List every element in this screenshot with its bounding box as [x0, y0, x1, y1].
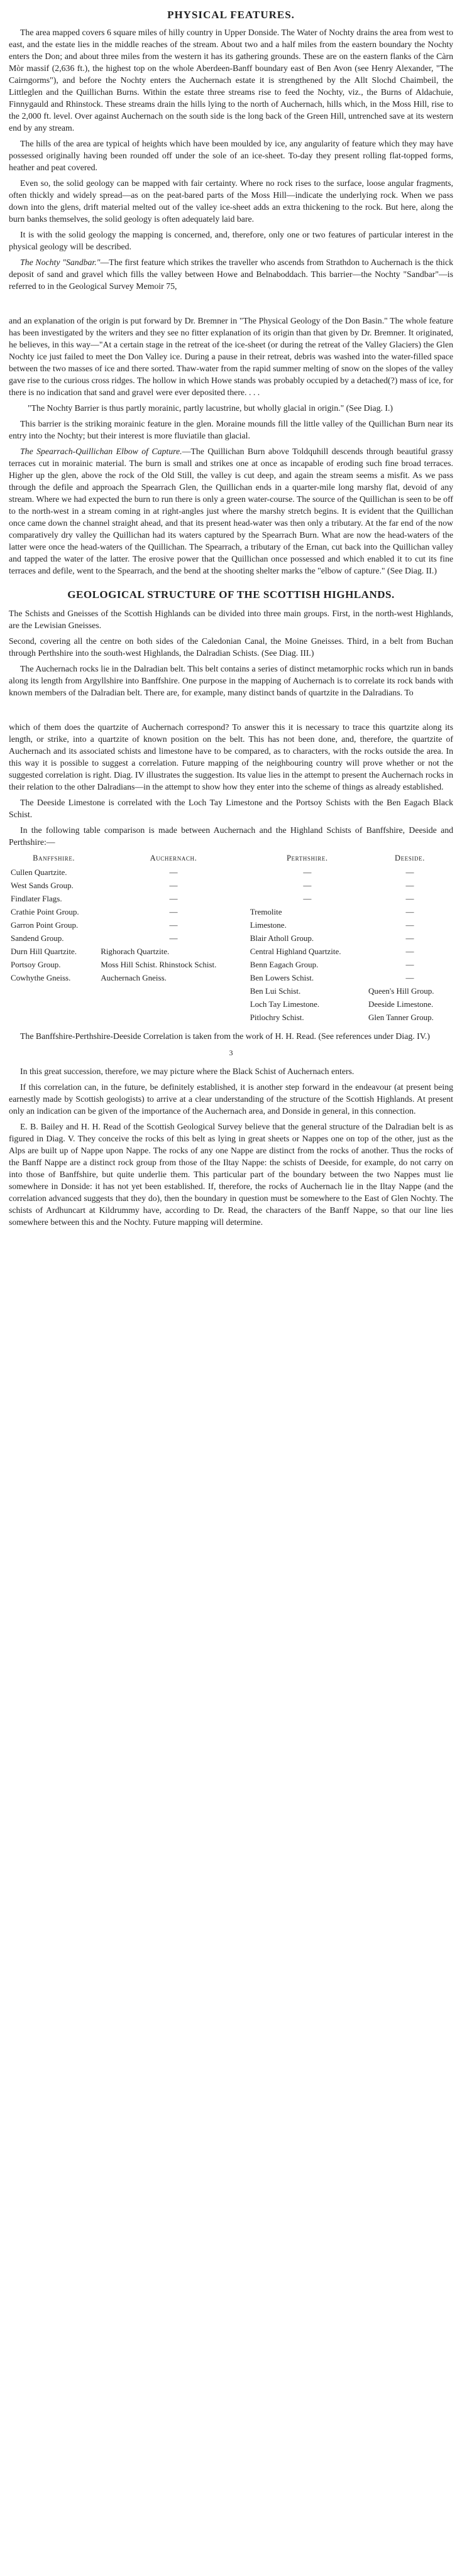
table-cell: — — [405, 933, 414, 943]
table-cell: West Sands Group. — [11, 881, 74, 890]
paragraph: The Deeside Limestone is correlated with the Loch Tay Limestone and the Portsoy Schists with the Ben Eagach Black Schist. — [9, 798, 453, 819]
paragraph: Second, covering all the centre on both sides of the Caledonian Canal, the Moine Gneisses. Third, in a belt from Buchan through Perthshire into the south-west Highlands, the Dalradian Schists. (See Diag. III.) — [9, 636, 453, 658]
table-cell — [9, 1012, 99, 1025]
table-cell: — — [169, 933, 178, 943]
table-row — [9, 946, 453, 959]
geological-structure-section — [9, 607, 453, 698]
table-row — [9, 933, 453, 946]
table-row — [9, 920, 453, 933]
correlation-table — [9, 852, 453, 1025]
paragraph: The Schists and Gneisses of the Scottish Highlands can be divided into three main groups. First, in the north-west Highlands, are the Lewisian Gneisses. — [9, 609, 453, 630]
table-cell: Pitlochry Schist. — [250, 1013, 304, 1022]
table-cell: Ben Lowers Schist. — [250, 973, 314, 982]
table-cell: — — [405, 894, 414, 903]
table-row — [9, 972, 453, 986]
paragraph: In the following table comparison is made between Auchernach and the Highland Schists of Banffshire, Deeside and Perthshire:— — [9, 825, 453, 847]
column-header: Perthshire. — [287, 854, 328, 862]
spearrach-text: —The Quillichan Burn above Toldquhill descends through beautiful grassy terraces cut in morainic material. The burn is small and strikes one at once as incapable of eroding such fine broad terraces. Higher up the glen, above the rock of the Old Still, the valley is cut deep, and again the stream seems a misfit. As we pass through the defile and approach the Spearrach Glen, the Quillichan ends in a quarter-mile long marshy flat, devoid of any stream. Where we had expected the burn to run there is only a green water-course. The source of the Quillichan is seen to be off to the north-west in a stream coming in at right-angles just where the marshy stretch begins. It is evident that the Quillichan once came down the channel straight ahead, and that its present head-water was then only a tributary. At the far end of the now comparatively dry valley the Quillichan had its waters captured by the Spearrach Burn. What are now the head-waters of the latter were once the head-waters of the Quillichan. The Spearrach, a tributary of the Ernan, cut back into the Quillichan valley and tapped the water of the latter. The erosive power that the Quillichan once possessed and which enabled it to cut its fine terraces and defile, went to the Spearrach, and the bend at the shooting shelter marks the "elbow of capture." (See Diag. II.) — [9, 447, 454, 575]
table-row — [9, 986, 453, 999]
table-cell: Ben Lui Schist. — [250, 986, 301, 996]
paragraph-sandbar — [9, 256, 453, 292]
table-cell: — — [405, 867, 414, 877]
table-cell: — — [405, 947, 414, 956]
table-cell: Moss Hill Schist. Rhinstock Schist. — [101, 960, 217, 969]
table-cell: Benn Eagach Group. — [250, 960, 319, 969]
table-cell — [99, 999, 248, 1012]
table-cell: Portsoy Group. — [11, 960, 61, 969]
sandbar-continuation — [9, 315, 453, 577]
paragraph: This barrier is the striking morainic feature in the glen. Moraine mounds fill the little valley of the Quillichan Burn near its entry into the Nochty; but their interest is more fluviatile than glacial. — [9, 419, 453, 440]
table-row — [9, 959, 453, 972]
geological-continuation — [9, 721, 453, 1228]
table-cell: — — [405, 973, 414, 982]
paragraph: The area mapped covers 6 square miles of hilly country in Upper Donside. The Water of Nochty drains the area from west to east, and the estate lies in the middle reaches of the stream. About two and a half miles from the eastern boundary the Nochty enters the Don; and about three miles from the western it has its gathering grounds. These are on the eastern flanks of the Càrn Mòr massif (2,636 ft.), the highest top on the whole Aberdeen-Banff boundary east of Ben Avon (see Henry Alexander, "The Cairngorms"), and before the Nochty enters the Auchernach estate it is strengthened by the Allt Slochd Chaimbeil, the Littleglen and the Quillichan Burns. Within the estate three streams rise to feed the Nochty, viz., the Burns of Aldachuie, Finnygauld and Rhinstock. These streams drain the hills lying to the north of Auchernach, hills which, in the Moss Hill, rise to the 2,000 ft. level. Over against Auchernach on the south side is the long back of the Green Hill, untrenched save at its western end by any stream. — [9, 28, 453, 133]
table-row — [9, 880, 453, 893]
table-cell: Glen Tanner Group. — [368, 1013, 434, 1022]
table-cell: Limestone. — [250, 920, 287, 930]
table-cell: Cullen Quartzite. — [11, 867, 67, 877]
page-gap — [9, 702, 453, 721]
table-cell: Tremolite — [250, 907, 282, 916]
table-cell: — — [169, 881, 178, 890]
table-cell: Crathie Point Group. — [11, 907, 79, 916]
column-header: Banffshire. — [33, 854, 75, 862]
table-cell: — — [169, 920, 178, 930]
table-cell: Loch Tay Limestone. — [250, 999, 320, 1009]
table-cell: — — [405, 920, 414, 930]
table-cell: — — [303, 867, 312, 877]
table-cell: — — [405, 881, 414, 890]
sandbar-heading: The Nochty "Sandbar." — [20, 258, 101, 267]
table-cell — [99, 986, 248, 999]
table-cell: Durn Hill Quartzite. — [11, 947, 77, 956]
table-cell: Sandend Group. — [11, 933, 64, 943]
page-number: 3 — [229, 1048, 233, 1057]
paragraph-spearrach — [9, 445, 453, 577]
table-cell: Garron Point Group. — [11, 920, 79, 930]
table-cell: — — [169, 907, 178, 916]
table-cell: Central Highland Quartzite. — [250, 947, 341, 956]
table-cell: Queen's Hill Group. — [368, 986, 434, 996]
table-cell: Findlater Flags. — [11, 894, 62, 903]
paragraph: In this great succession, therefore, we may picture where the Black Schist of Auchernach enters. — [20, 1067, 355, 1076]
paragraph: If this correlation can, in the future, be definitely established, it is another step forward in the endeavour (at present being earnestly made by Scottish geologists) to arrive at a clear understanding of the structure of the Scottish Highlands. At present only an indication can be given of the importance of the Auchernach area, and Donside in general, in this connection. — [9, 1082, 453, 1116]
table-cell: Blair Atholl Group. — [250, 933, 314, 943]
table-row — [9, 893, 453, 906]
table-row — [9, 867, 453, 880]
table-cell: — — [169, 867, 178, 877]
sandbar-text: —The first feature which strikes the traveller who ascends from Strathdon to Auchernach is the thick deposit of sand and gravel which fills the valley between Howe and Belnaboddach. This barrier—the Nochty "Sandbar"—is referred to in the Geological Survey Memoir 75, — [9, 258, 453, 291]
table-header-row — [9, 852, 453, 867]
paragraph: which of them does the quartzite of Auchernach correspond? To answer this it is necessary to trace this quartzite along its length, or strike, into a quartzite of known position on the belt. This has not been done, and, therefore, the quartzite of Auchernach and its associated schists and limestone have to be compared, as to characters, with the rocks outside the area. In this way it is possible to suggest a correlation. Future mapping of the neighbouring country will prove whether or not the suggested correlation is right. Diag. IV illustrates the suggestion. Its value lies in the attempt to present the Auchernach rocks in their relation to the other Dalradians—in the attempt to show how they enter into the scheme of things as already established. — [9, 722, 453, 791]
page-gap — [9, 296, 453, 315]
column-header: Auchernach. — [150, 854, 197, 862]
column-header: Deeside. — [395, 854, 425, 862]
table-cell: Deeside Limestone. — [368, 999, 434, 1009]
quotation: "The Nochty Barrier is thus partly morainic, partly lacustrine, but wholly glacial in origin." (See Diag. I.) — [28, 403, 393, 413]
physical-features-section — [9, 26, 453, 292]
page-title: PHYSICAL FEATURES. — [167, 9, 295, 21]
table-cell — [9, 986, 99, 999]
table-cell: — — [169, 894, 178, 903]
table-cell: Cowhythe Gneiss. — [11, 973, 71, 982]
section-title: GEOLOGICAL STRUCTURE OF THE SCOTTISH HIGHLANDS. — [67, 589, 395, 601]
table-note: The Banffshire-Perthshire-Deeside Correlation is taken from the work of H. H. Read. (See references under Diag. IV.) — [20, 1031, 430, 1041]
paragraph: The hills of the area are typical of heights which have been moulded by ice, any angularity of feature which they may have possessed originally having been rounded off under the sole of an ice-sheet. To-day they present rolling flat-topped forms, heather and peat covered. — [9, 139, 453, 172]
table-cell: — — [405, 907, 414, 916]
paragraph: and an explanation of the origin is put forward by Dr. Bremner in "The Physical Geology of the Don Basin." The whole feature has been investigated by the writers and they see no fitter explanation of its origin than that given by Dr. Bremner. It originated, he believes, in this way—"At a certain stage in the retreat of the ice-sheet (or during the retreat of the Valley Glaciers) the Glen Nochty ice just failed to meet the Don Valley ice. During a pause in their retreat, debris was washed into the water-filled space between the two masses of ice and there sorted. Thaw-water from the rapid summer melting of snow on the slopes of the valley gave rise to the curious cross ridges. The hollow in which Howe stands was probably occupied by a detached(?) mass of ice, for there is no indication that sand and gravel were ever deposited there. . . . — [9, 316, 453, 397]
spearrach-heading: The Spearrach-Quillichan Elbow of Capture. — [20, 447, 182, 456]
table-cell — [9, 999, 99, 1012]
table-cell: Righorach Quartzite. — [101, 947, 170, 956]
paragraph: Even so, the solid geology can be mapped with fair certainty. Where no rock rises to the surface, loose angular fragments, often thickly and widely spread—as on the peat-bared parts of the Moss Hill—indicate the underlying rock. When we pass down into the glens, drift material melted out of the valley ice-sheet adds an extra thickening to the rock. But here, along the burn banks themselves, the solid geology is often adequately laid bare. — [9, 178, 453, 224]
table-cell: Auchernach Gneiss. — [101, 973, 167, 982]
table-row — [9, 1012, 453, 1025]
table-cell: — — [303, 894, 312, 903]
table-cell — [99, 1012, 248, 1025]
table-cell: — — [303, 881, 312, 890]
table-row — [9, 999, 453, 1012]
text-column — [0, 9, 462, 1228]
paragraph: E. B. Bailey and H. H. Read of the Scottish Geological Survey believe that the general structure of the Dalradian belt is as figured in Diag. V. They conceive the rocks of this belt as lying in great sheets or Nappes one on top of the other, just as the Alps are built up of Nappe upon Nappe. The rocks of any one Nappe are distinct from the rocks of another. Thus the rocks of the Banff Nappe are a distinct rock group from those of the Iltay Nappe: the schists of Deeside, for example, do not carry on into those of Banffshire, but quite underlie them. This particular part of the boundary between the two Nappes must lie somewhere in Donside: it has not yet been established. If, therefore, the rocks of Auchernach lie in the Iltay Nappe (and the correlation advanced suggests that they do), then the boundary in question must be somewhere to the East of Glen Nochty. The schists of Ardhuncart at Kildrummy have, according to Dr. Read, the characters of the Banff Nappe, so that our line lies somewhere between this and the Nochty. Future mapping will determine. — [9, 1122, 453, 1227]
table-body — [9, 867, 453, 1025]
paragraph: It is with the solid geology the mapping is concerned, and, therefore, only one or two features of particular interest in the physical geology will be described. — [9, 230, 453, 251]
table-row — [9, 906, 453, 920]
paragraph: The Auchernach rocks lie in the Dalradian belt. This belt contains a series of distinct metamorphic rocks which run in bands along its length from Argyllshire into Banffshire. One purpose in the mapping of Auchernach is to correlate its rock bands with known members of the Dalradian belt. There are, for example, many distinct bands of quartzite in the Dalradians. To — [9, 664, 453, 697]
table-cell: — — [405, 960, 414, 969]
